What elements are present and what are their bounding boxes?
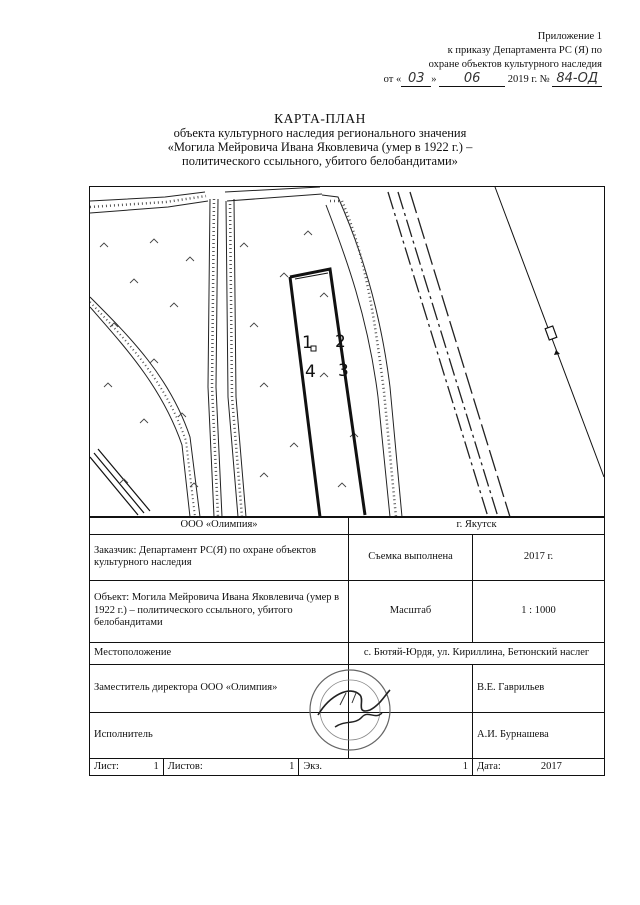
- executor-name-cell: А.И. Бурнашева: [473, 712, 605, 758]
- road-edge: [90, 297, 200, 517]
- table-row: [90, 758, 605, 776]
- road-edge: [227, 194, 322, 201]
- table-row: [90, 664, 605, 712]
- point-label-2: 2: [335, 332, 346, 352]
- table-row: [90, 534, 605, 580]
- appendix-line-3: охране объектов культурного наследия: [428, 59, 602, 70]
- order-month: 06: [439, 72, 505, 87]
- scale-label-cell: Масштаб: [349, 580, 473, 642]
- boundary-line: [410, 192, 510, 517]
- title-line-3: «Могила Мейровича Ивана Яковлевича (умер в 1922 г.) –: [167, 140, 473, 154]
- object-cell: Объект: Могила Мейровича Ивана Яковлевича (умер в 1922 г.) – политического ссыльного, убитого белобандитами: [90, 580, 349, 642]
- road-edge: [90, 307, 190, 517]
- order-line: [362, 72, 602, 87]
- grave-plot-left: [290, 277, 320, 517]
- document-title: [0, 112, 640, 168]
- deputy-label-cell: Заместитель директора ООО «Олимпия»: [90, 664, 349, 712]
- sheet-label: Лист:: [94, 760, 119, 772]
- map-plan: [89, 186, 605, 518]
- point-label-3: 3: [338, 361, 349, 381]
- copy-cell: [299, 758, 473, 776]
- city-cell: г. Якутск: [349, 517, 605, 535]
- title-line-2: объекта культурного наследия регионального значения: [173, 126, 467, 140]
- sheet-cell: [90, 758, 164, 776]
- signature-cell: [349, 664, 473, 712]
- location-label-cell: Местоположение: [90, 642, 349, 664]
- boundary-line: [398, 192, 498, 517]
- road-edge: [225, 187, 320, 192]
- road-edge: [90, 201, 208, 213]
- road-edge: [322, 195, 402, 517]
- road-edge: [94, 453, 144, 513]
- appendix-line-2: к приказу Департамента РС (Я) по: [447, 45, 602, 56]
- point-label-4: 4: [305, 362, 316, 382]
- title-line-4: политического ссыльного, убитого белобандитами»: [182, 154, 458, 168]
- road-edge: [208, 199, 214, 517]
- map-drawing: [90, 187, 604, 517]
- table-row: [90, 712, 605, 758]
- executor-signature-cell: [349, 712, 473, 758]
- power-pole: [545, 326, 557, 340]
- date-value: 2017: [540, 760, 562, 772]
- order-quote: »: [431, 74, 437, 85]
- customer-cell: Заказчик: Департамент РС(Я) по охране объектов культурного наследия: [90, 534, 349, 580]
- vegetation-marks: [100, 231, 358, 487]
- date-label: Дата:: [477, 760, 501, 772]
- boundary-line: [388, 192, 488, 517]
- title-main: КАРТА-ПЛАН: [274, 111, 366, 126]
- survey-label-cell: Съемка выполнена: [349, 534, 473, 580]
- title-block-table: [89, 516, 605, 776]
- sheets-label: Листов:: [167, 760, 203, 772]
- survey-year-cell: 2017 г.: [473, 534, 605, 580]
- order-year: 2019 г. №: [507, 74, 550, 85]
- road-edge: [226, 201, 238, 517]
- order-day: 03: [401, 72, 431, 87]
- table-row: [90, 580, 605, 642]
- grave-plot-right: [290, 269, 365, 515]
- road-edge: [216, 199, 222, 517]
- table-row: [90, 517, 605, 535]
- date-cell: [473, 758, 605, 776]
- appendix-line-1: Приложение 1: [537, 31, 602, 42]
- road-edge: [90, 192, 205, 201]
- org-cell: ООО «Олимпия»: [90, 517, 349, 535]
- order-number: 84-ОД: [552, 72, 602, 87]
- deputy-name-cell: В.Е. Гаврильев: [473, 664, 605, 712]
- location-value-cell: с. Бютяй-Юрдя, ул. Кириллина, Бетюнский наслег: [349, 642, 605, 664]
- table-row: [90, 642, 605, 664]
- point-label-1: 1: [302, 333, 313, 353]
- road-edge: [90, 457, 138, 515]
- order-from: от «: [383, 74, 402, 85]
- sheets-cell: [163, 758, 299, 776]
- sheets-value: 1: [289, 760, 295, 772]
- sheet-value: 1: [153, 760, 159, 772]
- appendix-header: [362, 30, 602, 87]
- scale-value-cell: 1 : 1000: [473, 580, 605, 642]
- road-edge: [98, 449, 150, 511]
- executor-label-cell: Исполнитель: [90, 712, 349, 758]
- copy-value: 1: [462, 760, 468, 772]
- copy-label: Экз.: [303, 760, 322, 772]
